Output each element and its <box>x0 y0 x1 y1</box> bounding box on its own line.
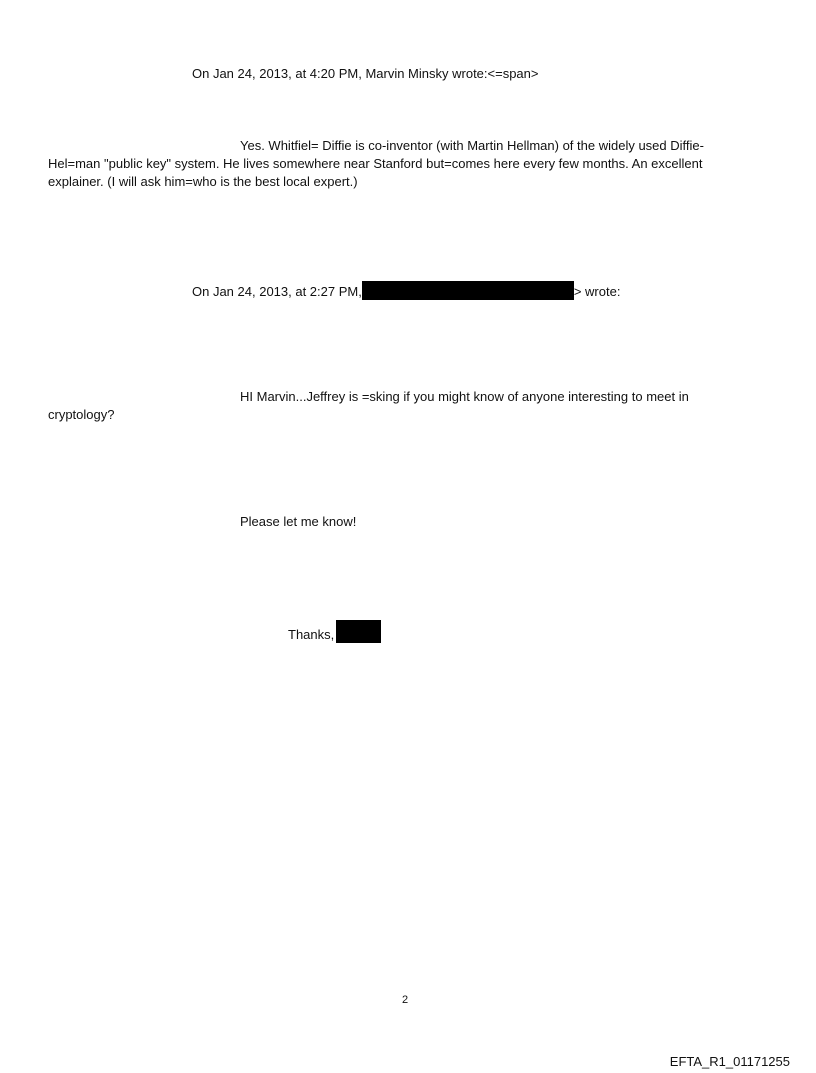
reply-line-3: explainer. (I will ask him=who is the best local expert.) <box>48 174 358 189</box>
redaction-box <box>362 281 574 300</box>
message-line-2: cryptology? <box>48 407 115 422</box>
message-line-1: HI Marvin...Jeffrey is =sking if you might know of anyone interesting to meet in <box>240 389 689 404</box>
email-header-minsky: On Jan 24, 2013, at 4:20 PM, Marvin Minsky wrote:<=span> <box>192 66 539 81</box>
signoff-text: Thanks, <box>288 627 335 642</box>
header-prefix: On Jan 24, 2013, at 2:27 PM, <box>192 284 362 299</box>
header-suffix: > wrote: <box>573 284 621 299</box>
page-number: 2 <box>402 994 409 1006</box>
email-header-redacted-sender <box>192 281 620 301</box>
signature-redaction-box <box>336 620 381 643</box>
reply-line-1: Yes. Whitfiel= Diffie is co-inventor (with Martin Hellman) of the widely used Diffie- <box>240 138 704 153</box>
message-request: Please let me know! <box>240 514 357 529</box>
bates-number: EFTA_R1_01171255 <box>669 1054 790 1069</box>
message-signoff <box>288 620 381 644</box>
reply-line-2: Hel=man "public key" system. He lives somewhere near Stanford but=comes here every few months. An excellent <box>48 156 703 171</box>
